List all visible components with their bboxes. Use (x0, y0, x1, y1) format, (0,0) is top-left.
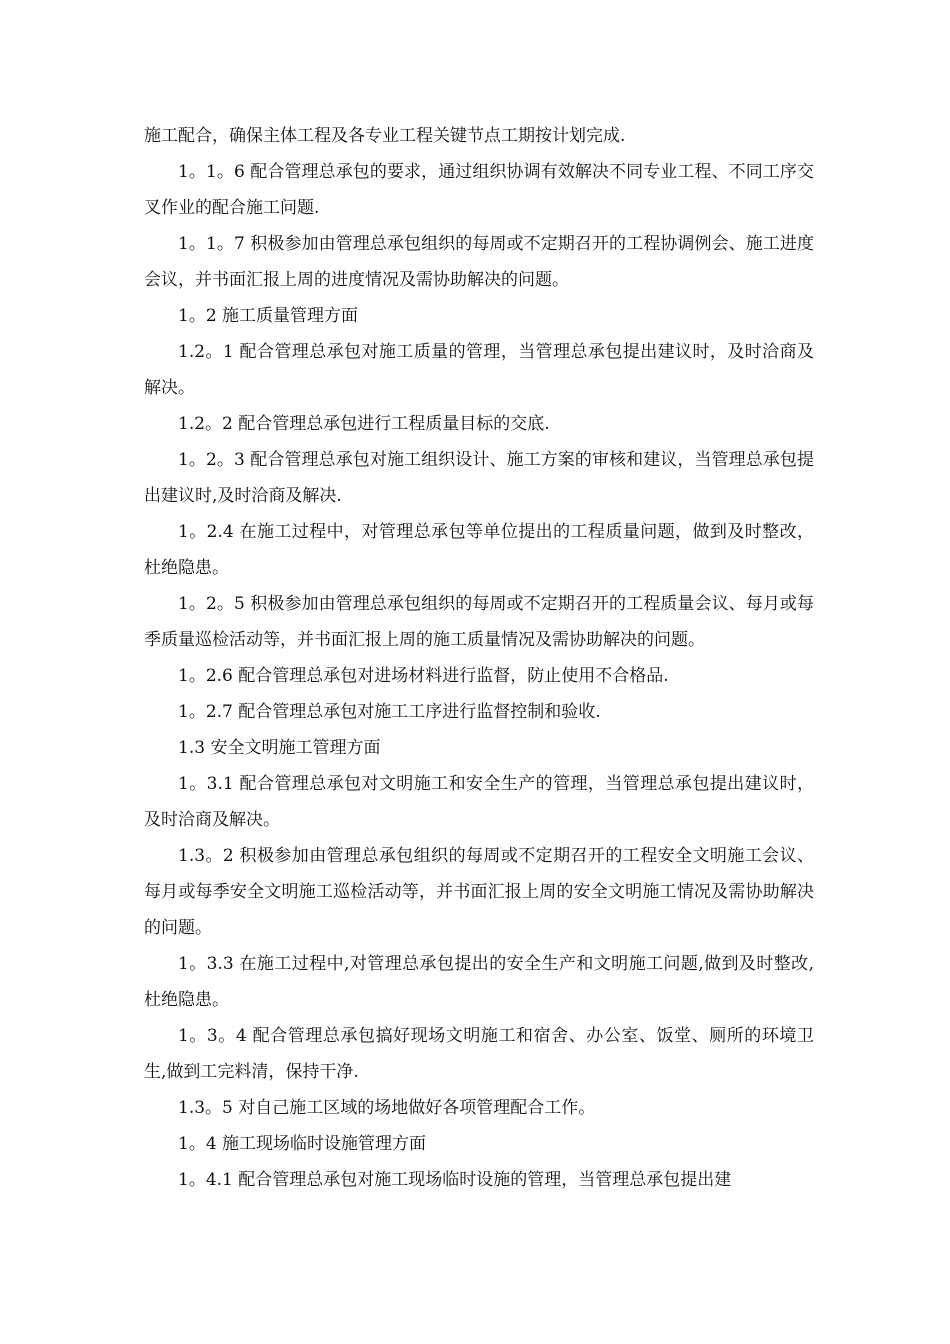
paragraph: 1。3.1 配合管理总承包对文明施工和安全生产的管理，当管理总承包提出建议时，及时洽商及解决。 (144, 774, 814, 830)
paragraph: 1。2。5 积极参加由管理总承包组织的每周或不定期召开的工程质量会议、每月或每季质量巡检活动等，并书面汇报上周的施工质量情况及需协助解决的问题。 (144, 594, 814, 650)
paragraph: 1.2。1 配合管理总承包对施工质量的管理，当管理总承包提出建议时，及时洽商及解决。 (144, 342, 814, 398)
paragraph: 施工配合，确保主体工程及各专业工程关键节点工期按计划完成. (144, 126, 626, 146)
paragraph: 1。2.7 配合管理总承包对施工工序进行监督控制和验收. (178, 702, 601, 722)
paragraph: 1。4.1 配合管理总承包对施工现场临时设施的管理，当管理总承包提出建 (178, 1170, 732, 1190)
paragraph: 1.3。2 积极参加由管理总承包组织的每周或不定期召开的工程安全文明施工会议、每月或每季安全文明施工巡检活动等，并书面汇报上周的安全文明施工情况及需协助解决的问题。 (144, 846, 814, 938)
paragraph: 1。2.4 在施工过程中，对管理总承包等单位提出的工程质量问题，做到及时整改，杜绝隐患。 (144, 522, 814, 578)
paragraph: 1。2。3 配合管理总承包对施工组织设计、施工方案的审核和建议，当管理总承包提出建议时,及时洽商及解决. (144, 450, 814, 506)
paragraph: 1.3。5 对自己施工区域的场地做好各项管理配合工作。 (178, 1098, 596, 1118)
document-body (144, 118, 814, 1198)
section-heading: 1。2 施工质量管理方面 (178, 306, 359, 326)
paragraph: 1.2。2 配合管理总承包进行工程质量目标的交底. (178, 414, 550, 434)
paragraph: 1。2.6 配合管理总承包对进场材料进行监督，防止使用不合格品. (178, 666, 669, 686)
section-heading: 1。4 施工现场临时设施管理方面 (178, 1134, 427, 1154)
paragraph: 1。3.3 在施工过程中,对管理总承包提出的安全生产和文明施工问题,做到及时整改,杜绝隐患。 (144, 954, 814, 1010)
section-heading: 1.3 安全文明施工管理方面 (178, 738, 381, 758)
paragraph: 1。3。4 配合管理总承包搞好现场文明施工和宿舍、办公室、饭堂、厕所的环境卫生,做到工完料清，保持干净. (144, 1026, 814, 1082)
paragraph: 1。1。6 配合管理总承包的要求，通过组织协调有效解决不同专业工程、不同工序交叉作业的配合施工问题. (144, 162, 814, 218)
paragraph: 1。1。7 积极参加由管理总承包组织的每周或不定期召开的工程协调例会、施工进度会议，并书面汇报上周的进度情况及需协助解决的问题。 (144, 234, 814, 290)
